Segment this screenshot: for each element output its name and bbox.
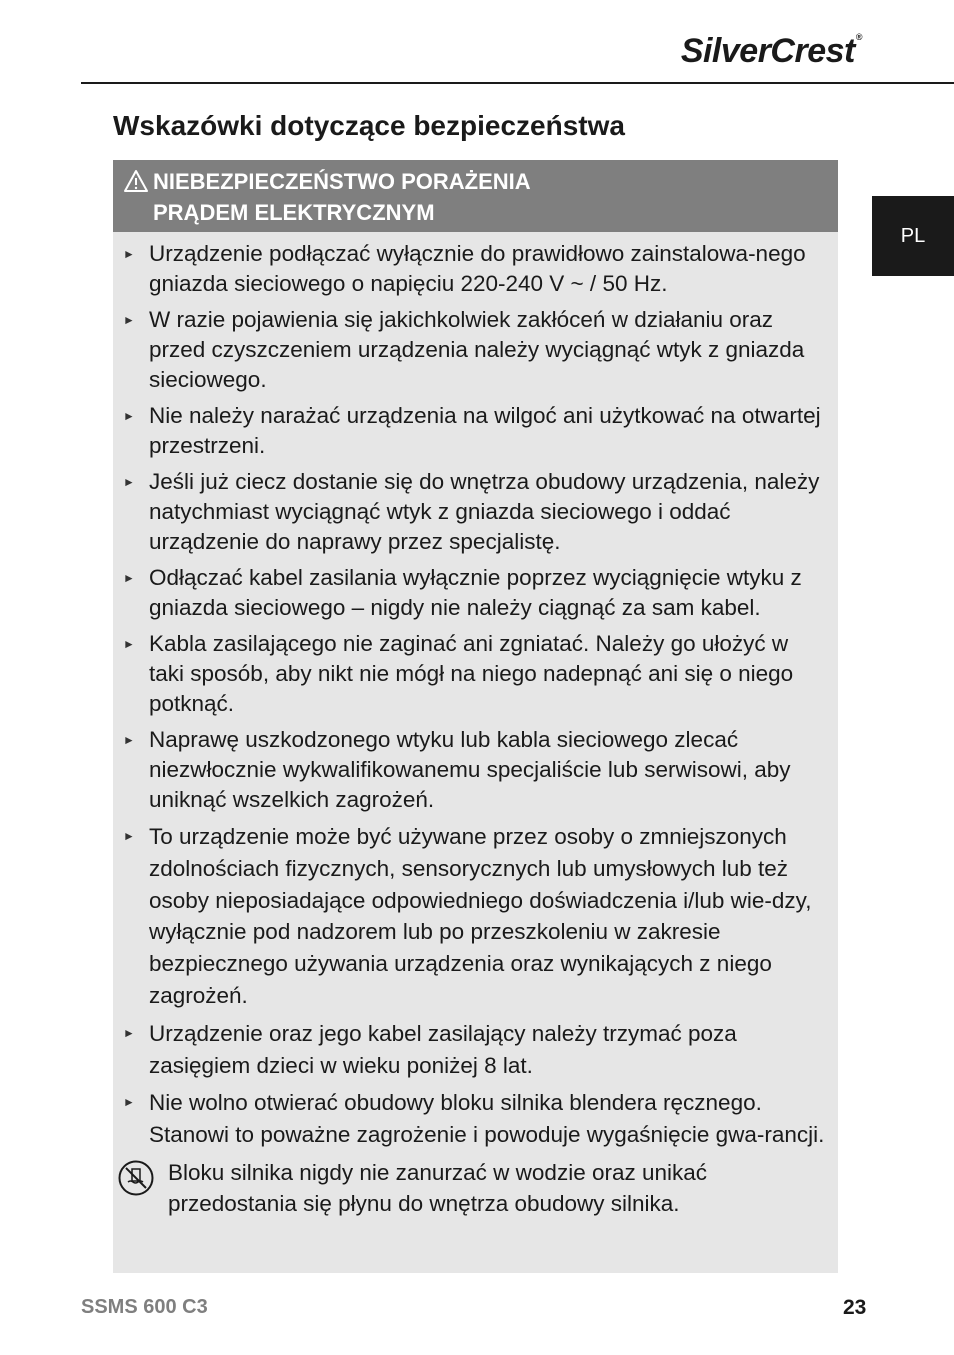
safety-panel <box>113 160 838 1273</box>
brand-name: SilverCrest <box>680 32 855 70</box>
warning-triangle-icon <box>123 169 149 193</box>
list-item <box>113 821 826 1012</box>
list-item-text: Nie wolno otwierać obudowy bloku silnika blendera ręcznego. Stanowi to poważne zagrożenie i powoduje wygaśnięcie gwa-rancji. <box>149 1090 825 1148</box>
no-water-immersion-icon <box>117 1159 155 1197</box>
list-item <box>113 467 826 557</box>
bullet-arrow-icon: ► <box>123 733 135 747</box>
list-item-text: To urządzenie może być używane przez osoby o zmniejszonych zdolnościach fizycznych, sensorycznych lub umysłowych lub też osoby nieposiadające odpowiedniego doświadczenia i/lub wie-dzy, wyłącznie pod nadzorem lub po przeszkoleniu w zakresie bezpiecznego używania urządzenia oraz wynikających z niego zagrożeń. <box>149 824 812 1008</box>
no-immersion-note <box>113 1157 838 1219</box>
bullet-arrow-icon: ► <box>123 475 135 489</box>
list-item-text: Naprawę uszkodzonego wtyku lub kabla sieciowego zlecać niezwłocznie wykwalifikowanemu specjaliście lub serwisowi, aby uniknąć wszelkich zagrożeń. <box>149 727 791 812</box>
list-item-text: Jeśli już ciecz dostanie się do wnętrza obudowy urządzenia, należy natychmiast wyciągnąć wtyk z gniazda sieciowego i oddać urządzenie do naprawy przez specjalistę. <box>149 469 820 554</box>
list-item-text: Urządzenie podłączać wyłącznie do prawidłowo zainstalowa-nego gniazda sieciowego o napięciu 220-240 V ~ / 50 Hz. <box>149 241 806 296</box>
bullet-arrow-icon: ► <box>123 313 135 327</box>
bullet-arrow-icon: ► <box>123 1095 135 1110</box>
registered-mark: ® <box>855 32 862 42</box>
list-item <box>113 725 826 815</box>
list-item <box>113 401 826 461</box>
bullet-arrow-icon: ► <box>123 829 135 843</box>
warning-title-line1: NIEBEZPIECZEŃSTWO PORAŻENIA <box>153 169 531 194</box>
note-text: Bloku silnika nigdy nie zanurzać w wodzie oraz unikać przedostania się płynu do wnętrza obudowy silnika. <box>168 1159 708 1216</box>
brand-logo <box>681 32 862 71</box>
list-item-text: Urządzenie oraz jego kabel zasilający należy trzymać poza zasięgiem dzieci w wieku poniżej 8 lat. <box>149 1020 737 1078</box>
list-item <box>113 629 826 719</box>
header-rule <box>81 82 954 84</box>
warning-title-line2: PRĄDEM ELEKTRYCZNYM <box>153 200 435 225</box>
page-number: 23 <box>843 1296 867 1319</box>
list-item <box>113 239 826 299</box>
safety-list <box>113 239 838 1151</box>
list-item <box>113 1018 826 1082</box>
bullet-arrow-icon: ► <box>123 571 135 585</box>
list-item <box>113 563 826 623</box>
bullet-arrow-icon: ► <box>123 1025 135 1040</box>
bullet-arrow-icon: ► <box>123 247 135 261</box>
list-item <box>113 305 826 395</box>
language-tab: PL <box>872 196 954 276</box>
list-item <box>113 1087 826 1151</box>
bullet-arrow-icon: ► <box>123 637 135 651</box>
warning-header <box>113 160 838 232</box>
list-item-text: Nie należy narażać urządzenia na wilgoć ani użytkować na otwartej przestrzeni. <box>149 403 821 458</box>
bullet-arrow-icon: ► <box>123 409 135 423</box>
footer-model: SSMS 600 C3 <box>81 1296 208 1318</box>
list-item-text: Odłączać kabel zasilania wyłącznie poprzez wyciągnięcie wtyku z gniazda sieciowego – nigdy nie należy ciągnąć za sam kabel. <box>149 565 802 620</box>
list-item-text: W razie pojawienia się jakichkolwiek zakłóceń w działaniu oraz przed czyszczeniem urządzenia należy wyciągnąć wtyk z gniazda sieciowego. <box>149 307 805 392</box>
section-title: Wskazówki dotyczące bezpieczeństwa <box>113 110 625 141</box>
list-item-text: Kabla zasilającego nie zaginać ani zgniatać. Należy go ułożyć w taki sposób, aby nikt nie mógł na niego nadepnąć ani się o niego potknąć. <box>149 631 794 716</box>
